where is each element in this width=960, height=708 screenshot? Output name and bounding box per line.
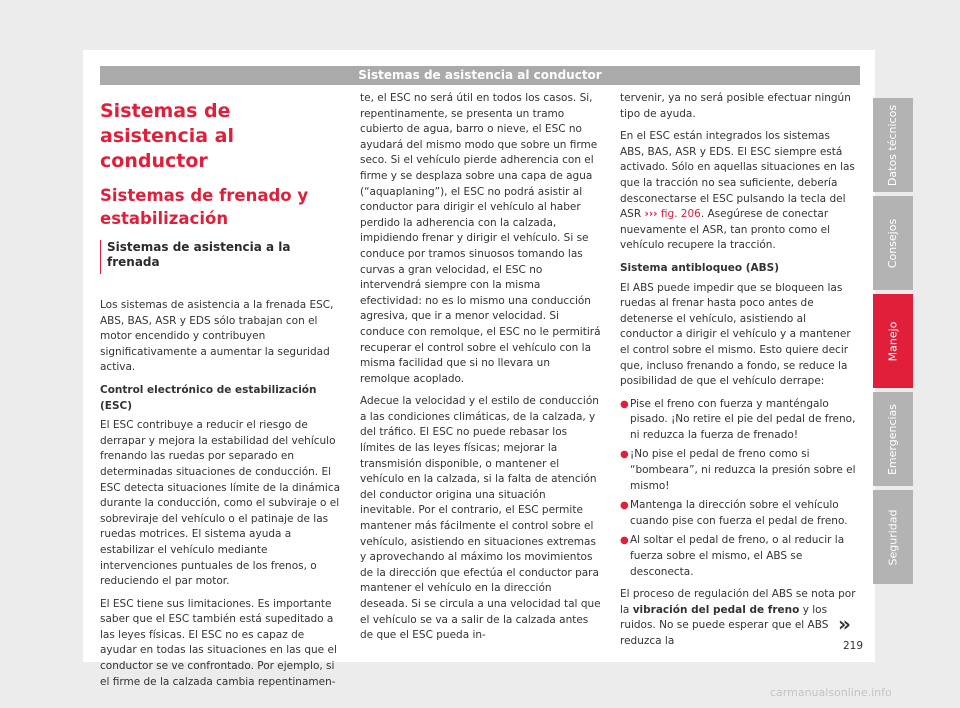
- tab-seguridad[interactable]: [873, 490, 913, 584]
- chapter-title: Sistemas de asistencia al conductor: [100, 100, 234, 172]
- figure-reference-link[interactable]: fig. 206: [660, 208, 701, 221]
- subsection-title: Sistemas de asistencia a la frenada: [100, 240, 342, 274]
- list-item: [620, 447, 856, 494]
- list-item: [620, 533, 856, 580]
- section-header: Sistemas de asistencia al conductor: [100, 66, 860, 85]
- speed-advice-paragraph: Adecue la velocidad y el estilo de conducción a las condiciones climáticas, de la calzada, y del tráfico. El ESC no puede rebasar los límites de las leyes físicas; mejorar la transmisión disponible, o mantener el vehículo en la calzada, si la falta de atención del conductor origina una situación inevitable. Por el contrario, el ESC permite mantener más fácilmente el control sobre el vehículo, asistiendo en situaciones extremas y aprovechando al máximo los movimientos de la dirección que efectúa el conductor para mantener el vehículo en la dirección deseada. Si se circula a una velocidad tal que el vehículo se va a salir de la calzada antes de que el ESC pueda in-: [360, 395, 601, 642]
- esc-limits-paragraph: El ESC tiene sus limitaciones. Es importante saber que el ESC también está supeditado a las leyes físicas. El ESC no es capaz de ayudar en todas las situaciones en las que el conductor se ve confrontado. Por ejemplo, si el firme de la calzada cambia repentinamen-: [100, 597, 337, 688]
- bullet-icon: ●: [620, 535, 629, 547]
- tab-manejo[interactable]: [873, 294, 913, 388]
- tab-label: Datos técnicos: [886, 104, 900, 186]
- abs-regulation-paragraph: [620, 587, 856, 649]
- esc-paragraph: El ESC contribuye a reducir el riesgo de derrapar y mejora la estabilidad del vehículo frenando las ruedas por separado en determinadas situaciones de conducción. El ESC detecta situaciones límite de la dinámica durante la conducción, como el subviraje o el sobreviraje del vehículo o el patinaje de las ruedas motrices. El sistema ayuda a estabilizar el vehículo mediante intervenciones puntuales de los frenos, o reduciendo el par motor.: [100, 419, 341, 588]
- column-1: [100, 91, 342, 697]
- tab-label: Consejos: [886, 218, 900, 268]
- watermark: carmanualsonline.info: [770, 686, 892, 699]
- section-title: Sistemas de frenado y estabilización: [100, 186, 309, 228]
- bullet-icon: ●: [620, 449, 629, 461]
- tab-emergencias[interactable]: [873, 392, 913, 486]
- bullet-icon: ●: [620, 398, 629, 410]
- reference-arrow-icon: ›››: [644, 208, 658, 221]
- page-number: 219: [843, 640, 864, 652]
- continue-icon: »: [838, 612, 851, 636]
- esc-continued-paragraph: te, el ESC no será útil en todos los casos. Si, repentinamente, se presenta un tramo cubierto de agua, barro o nieve, el ESC no ayudará del mismo modo que sobre un firme seco. Si el vehículo pierde adherencia con el firme y se desplaza sobre una capa de agua (“aquaplaning”), el ESC no podrá asistir al conductor para dirigir el vehículo al haber perdido la adherencia con la calzada, impidiendo frenar y dirigir el vehículo. Si se conduce por tramos sinuosos tomando las curvas a gran velocidad, el ESC no intervendrá siempre con la misma efectividad: no es lo mismo una conducción agresiva, que ir a menor velocidad. Si conduce con remolque, el ESC no le permitirá recuperar el control sobre el vehículo con la misma facilidad que si no llevara un remolque acoplado.: [360, 92, 601, 385]
- intervene-paragraph: tervenir, ya no será posible efectuar ningún tipo de ayuda.: [620, 92, 851, 120]
- tab-label: Emergencias: [886, 403, 900, 475]
- tab-label: Seguridad: [886, 509, 900, 565]
- bullet-text: Pise el freno con fuerza y manténgalo pisado. ¡No retire el pie del pedal de freno, ni reduzca la fuerza de frenado!: [630, 397, 856, 441]
- intro-paragraph: Los sistemas de asistencia a la frenada ESC, ABS, BAS, ASR y EDS sólo trabajan con el motor encendido y contribuyen significativamente a aumentar la seguridad activa.: [100, 299, 334, 374]
- regulation-bold-text: vibración del pedal de freno: [632, 603, 800, 616]
- tab-label: Manejo: [886, 321, 900, 361]
- bullet-text: Mantenga la dirección sobre el vehículo cuando pise con fuerza el pedal de freno.: [630, 499, 848, 527]
- integrated-text-a: En el ESC están integrados los sistemas ABS, BAS, ASR y EDS. El ESC siempre está activado. Sólo en aquellas situaciones en las que la tracción no sea suficiente, debería desconectarse el ESC pulsando la tecla del ASR: [620, 130, 855, 221]
- bullet-text: ¡No pise el pedal de freno como si “bombeara”, ni reduzca la presión sobre el mismo!: [630, 448, 856, 492]
- list-item: [620, 498, 856, 529]
- abs-paragraph: El ABS puede impedir que se bloqueen las ruedas al frenar hasta poco antes de detenerse el vehículo, asistiendo al conductor a dirigir el vehículo y a mantener el control sobre el mismo. Esto quiere decir que, incluso frenando a fondo, se reduce la posibilidad de que el vehículo derrape:: [620, 281, 851, 388]
- bullet-text: Al soltar el pedal de freno, o al reducir la fuerza sobre el mismo, el ABS se desconecta.: [630, 534, 845, 578]
- regulation-text-b: y los ruidos. No se puede esperar que el ABS reduzca la: [620, 603, 829, 647]
- column-2: [360, 91, 602, 651]
- esc-heading: Control electrónico de estabilización (ESC): [100, 383, 317, 412]
- column-3: [620, 91, 856, 657]
- tab-consejos[interactable]: [873, 196, 913, 290]
- bullet-icon: ●: [620, 500, 629, 512]
- tab-datos-tecnicos[interactable]: [873, 98, 913, 192]
- integrated-text-b: . Asegúrese de conectar nuevamente el ASR, tan pronto como el vehículo recupere la tracción.: [620, 208, 831, 252]
- integrated-systems-paragraph: [620, 129, 856, 254]
- regulation-text-a: El proceso de regulación del ABS se nota por la: [620, 588, 856, 616]
- list-item: [620, 397, 856, 444]
- abs-heading: Sistema antibloqueo (ABS): [620, 261, 780, 274]
